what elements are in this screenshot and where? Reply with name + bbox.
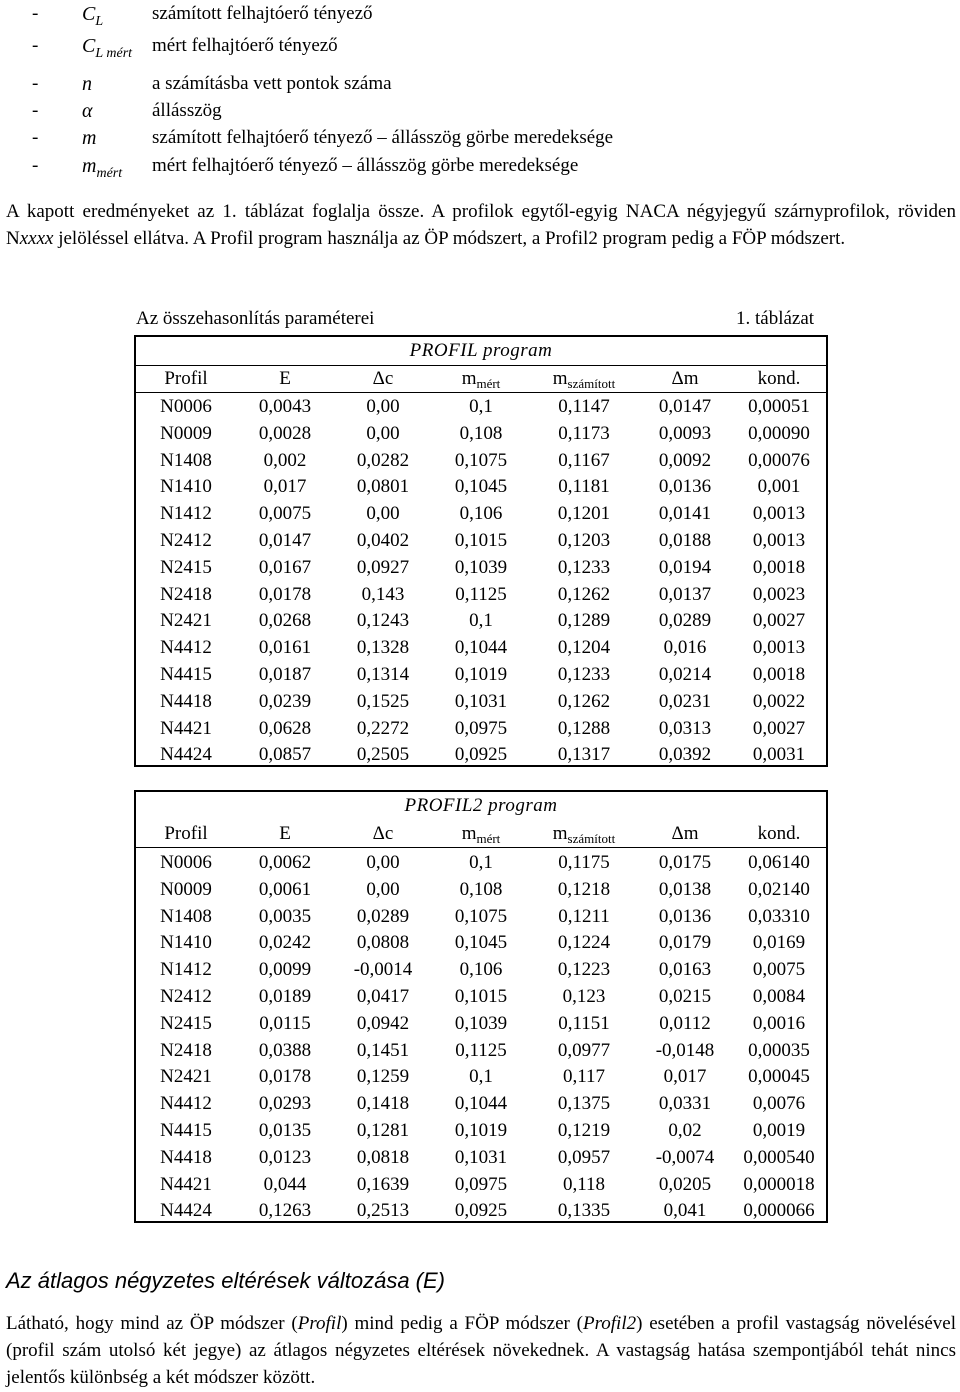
- cell-m-mert: 0,0975: [454, 1173, 508, 1195]
- cell-dm: 0,0137: [658, 583, 712, 605]
- table-caption: Az összehasonlítás paraméterei: [136, 308, 375, 329]
- cell-profil: N2421: [160, 610, 212, 632]
- cell-m-szamitott: 0,1262: [557, 690, 611, 712]
- header-e: E: [279, 823, 291, 844]
- table-row: [136, 1090, 826, 1117]
- table-row: [136, 1171, 826, 1198]
- cell-m-mert: 0,1019: [454, 1120, 508, 1141]
- definition-dash: -: [32, 155, 39, 176]
- cell-kond: 0,0031: [752, 744, 806, 766]
- cell-kond: 0,0084: [752, 986, 806, 1007]
- cell-m-szamitott: 0,1317: [557, 744, 611, 766]
- header-dm: Δm: [671, 823, 699, 844]
- cell-dm: 0,0205: [658, 1173, 712, 1195]
- cell-dm: 0,016: [663, 637, 707, 659]
- cell-dm: 0,0175: [658, 852, 712, 873]
- cell-dc: 0,1259: [356, 1066, 410, 1088]
- definition-dash: -: [32, 73, 39, 94]
- cell-dc: 0,0402: [356, 530, 410, 551]
- definition-text: számított felhajtóerő tényező: [152, 3, 373, 24]
- cell-m-mert: 0,108: [459, 422, 503, 444]
- cell-m-szamitott: 0,1224: [557, 932, 611, 954]
- cell-dm: 0,0163: [658, 959, 712, 981]
- cell-dm: 0,0231: [658, 690, 712, 712]
- cell-m-szamitott: 0,1203: [557, 530, 611, 551]
- cell-m-szamitott: 0,1218: [557, 878, 611, 900]
- cell-m-szamitott: 0,1204: [557, 637, 611, 659]
- cell-m-szamitott: 0,1335: [557, 1200, 611, 1222]
- cell-dm: -0,0148: [655, 1039, 715, 1061]
- cell-e: 0,0242: [258, 932, 312, 954]
- cell-m-szamitott: 0,1288: [557, 717, 611, 739]
- cell-profil: N4418: [160, 1146, 212, 1168]
- cell-e: 0,0115: [259, 1012, 311, 1034]
- cell-profil: N2418: [160, 583, 212, 605]
- cell-kond: 0,0019: [752, 1120, 806, 1141]
- cell-m-mert: 0,0925: [454, 1200, 508, 1222]
- cell-dc: 0,1328: [356, 637, 410, 659]
- table-row: [136, 661, 826, 688]
- cell-kond: 0,0013: [752, 503, 806, 525]
- cell-profil: N4415: [160, 664, 212, 685]
- cell-kond: 0,0018: [752, 664, 806, 685]
- cell-profil: N1410: [160, 476, 212, 498]
- cell-kond: 0,00051: [748, 396, 810, 417]
- cell-e: 0,0239: [258, 690, 312, 712]
- cell-dc: 0,00: [366, 852, 400, 873]
- cell-e: 0,0187: [258, 664, 312, 685]
- cell-dm: 0,0215: [658, 986, 712, 1007]
- definition-symbol: m: [82, 127, 97, 149]
- cell-dc: 0,0282: [356, 449, 410, 471]
- header-kond: kond.: [757, 368, 801, 389]
- cell-e: 0,1263: [258, 1200, 312, 1222]
- cell-e: 0,0178: [258, 1066, 312, 1088]
- cell-m-mert: 0,1: [469, 610, 493, 632]
- cell-kond: 0,0169: [752, 932, 806, 954]
- cell-profil: N0009: [160, 878, 212, 900]
- cell-kond: 0,0076: [752, 1093, 806, 1115]
- table-header-row: [136, 820, 826, 847]
- cell-dm: 0,0141: [658, 503, 712, 525]
- cell-e: 0,0123: [258, 1146, 312, 1168]
- table-row: [136, 1037, 826, 1064]
- cell-e: 0,0099: [258, 959, 312, 981]
- cell-m-szamitott: 0,1201: [557, 503, 611, 525]
- header-profil: Profil: [164, 823, 208, 844]
- cell-kond: 0,000066: [743, 1200, 815, 1222]
- cell-dc: 0,143: [361, 583, 405, 605]
- table-row: [136, 1063, 826, 1090]
- definition-dash: -: [32, 127, 39, 148]
- table-header-row: [136, 365, 826, 392]
- header-m-szamitott: $m_{számított}$: [552, 823, 616, 846]
- cell-kond: 0,0018: [752, 556, 806, 578]
- cell-profil: N0009: [160, 422, 212, 444]
- cell-dc: 0,2505: [356, 744, 410, 766]
- header-dc: Δc: [372, 823, 394, 844]
- cell-dc: 0,1418: [356, 1093, 410, 1115]
- cell-e: 0,0035: [258, 905, 312, 927]
- cell-kond: 0,0022: [752, 690, 806, 712]
- cell-e: 0,0075: [258, 503, 312, 525]
- cell-m-szamitott: 0,1219: [557, 1120, 611, 1141]
- cell-kond: 0,00090: [748, 422, 810, 444]
- cell-m-szamitott: 0,1167: [558, 449, 610, 471]
- cell-kond: 0,001: [757, 476, 801, 498]
- definition-item: [0, 124, 960, 152]
- table-row: [136, 983, 826, 1010]
- cell-e: 0,0161: [258, 637, 312, 659]
- cell-m-szamitott: 0,0957: [557, 1146, 611, 1168]
- cell-profil: N1412: [160, 959, 212, 981]
- cell-profil: N2415: [160, 556, 212, 578]
- table-row: [136, 903, 826, 930]
- table-row: [136, 1197, 826, 1224]
- cell-m-mert: 0,106: [459, 959, 503, 981]
- cell-dc: 0,0818: [356, 1146, 410, 1168]
- cell-profil: N4421: [160, 717, 212, 739]
- cell-dc: 0,2272: [356, 717, 410, 739]
- cell-m-szamitott: 0,117: [562, 1066, 606, 1088]
- cell-m-szamitott: 0,1147: [558, 396, 610, 417]
- cell-profil: N0006: [160, 396, 212, 417]
- definition-item: [0, 152, 960, 180]
- cell-m-mert: 0,106: [459, 503, 503, 525]
- cell-m-mert: 0,108: [459, 878, 503, 900]
- cell-e: 0,0043: [258, 396, 312, 417]
- header-m-mert: $m_{mért}$: [461, 368, 501, 391]
- cell-m-mert: 0,1: [469, 852, 493, 873]
- definition-item: [0, 0, 960, 28]
- table-row: [136, 554, 826, 581]
- definition-text: számított felhajtóerő tényező – állásszög görbe meredeksége: [152, 127, 614, 148]
- cell-dm: 0,0331: [658, 1093, 712, 1115]
- table-row: [136, 715, 826, 742]
- profil2-results-table: [134, 790, 828, 1223]
- table-row: [136, 688, 826, 715]
- table-row: [136, 849, 826, 876]
- cell-m-mert: 0,0925: [454, 744, 508, 766]
- table-row: [136, 1117, 826, 1144]
- cell-m-mert: 0,1: [469, 396, 493, 417]
- table-row: [136, 447, 826, 474]
- cell-kond: 0,00035: [748, 1039, 810, 1061]
- cell-dc: 0,0417: [356, 986, 410, 1007]
- cell-profil: N1408: [160, 905, 212, 927]
- cell-profil: N4415: [160, 1120, 212, 1141]
- table-row: [136, 876, 826, 903]
- cell-dm: 0,0147: [658, 396, 712, 417]
- cell-dc: 0,1639: [356, 1173, 410, 1195]
- cell-dm: -0,0074: [655, 1146, 715, 1168]
- header-divider: [136, 847, 826, 848]
- cell-dc: 0,1314: [356, 664, 410, 685]
- cell-dc: 0,0808: [356, 932, 410, 954]
- header-dc: Δc: [372, 368, 394, 389]
- table-row: [136, 929, 826, 956]
- cell-m-mert: 0,1045: [454, 476, 508, 498]
- definition-symbol: $m_{mért}$: [82, 155, 123, 181]
- cell-m-mert: 0,1125: [455, 1039, 507, 1061]
- table-row: [136, 607, 826, 634]
- definition-dash: -: [32, 3, 39, 24]
- definition-text: mért felhajtóerő tényező: [152, 35, 338, 56]
- cell-e: 0,0135: [258, 1120, 312, 1141]
- cell-kond: 0,0023: [752, 583, 806, 605]
- profil-results-table: [134, 335, 828, 767]
- cell-m-mert: 0,1015: [454, 986, 508, 1007]
- cell-e: 0,0178: [258, 583, 312, 605]
- table-row: [136, 393, 826, 420]
- cell-m-szamitott: 0,0977: [557, 1039, 611, 1061]
- table-row: [136, 527, 826, 554]
- cell-dm: 0,0136: [658, 905, 712, 927]
- definition-item: [0, 97, 960, 125]
- cell-dc: 0,0289: [356, 905, 410, 927]
- definition-item: [0, 32, 960, 60]
- section-title: Az átlagos négyzetes eltérések változása (E): [6, 1268, 446, 1293]
- cell-m-szamitott: 0,118: [562, 1173, 606, 1195]
- cell-kond: 0,02140: [748, 878, 810, 900]
- cell-m-szamitott: 0,1173: [558, 422, 610, 444]
- table-row: [136, 473, 826, 500]
- cell-e: 0,0628: [258, 717, 312, 739]
- cell-dm: 0,0214: [658, 664, 712, 685]
- cell-profil: N1412: [160, 503, 212, 525]
- table-row: [136, 634, 826, 661]
- header-m-szamitott: $m_{számított}$: [552, 368, 616, 391]
- cell-dm: 0,0112: [659, 1012, 711, 1034]
- cell-m-mert: 0,1031: [454, 690, 508, 712]
- definition-text: mért felhajtóerő tényező – állásszög görbe meredeksége: [152, 155, 579, 176]
- cell-m-szamitott: 0,1375: [557, 1093, 611, 1115]
- cell-dc: 0,0927: [356, 556, 410, 578]
- definition-item: [0, 70, 960, 98]
- cell-dc: 0,00: [366, 422, 400, 444]
- cell-m-szamitott: 0,1211: [558, 905, 610, 927]
- cell-e: 0,0268: [258, 610, 312, 632]
- cell-kond: 0,03310: [748, 905, 810, 927]
- cell-e: 0,0293: [258, 1093, 312, 1115]
- cell-m-mert: 0,1125: [455, 583, 507, 605]
- definition-symbol: $C_L$: [82, 3, 104, 29]
- cell-e: 0,0147: [258, 530, 312, 551]
- header-e: E: [279, 368, 291, 389]
- definition-dash: -: [32, 35, 39, 56]
- cell-e: 0,0167: [258, 556, 312, 578]
- conclusion-paragraph: Látható, hogy mind az ÖP módszer (Profil) mind pedig a FÖP módszer (Profil2) esetében a profil vastagság növelésével (profil szám utolsó két jegye) az átlagos négyzetes eltérések növekednek. A vastagság hatása szempontjából tehát nincs jelentős különbség a két módszer között.: [6, 1313, 957, 1388]
- cell-m-mert: 0,1039: [454, 556, 508, 578]
- table-row: [136, 1144, 826, 1171]
- definition-text: állásszög: [152, 100, 222, 121]
- cell-e: 0,0388: [258, 1039, 312, 1061]
- cell-profil: N4421: [160, 1173, 212, 1195]
- cell-m-szamitott: 0,1233: [557, 664, 611, 685]
- cell-kond: 0,0013: [752, 637, 806, 659]
- cell-kond: 0,0027: [752, 717, 806, 739]
- cell-m-mert: 0,1039: [454, 1012, 508, 1034]
- cell-m-szamitott: 0,1223: [557, 959, 611, 981]
- cell-kond: 0,000540: [743, 1146, 815, 1168]
- cell-dc: -0,0014: [353, 959, 413, 981]
- definition-symbol: $C_{L mért}$: [82, 35, 133, 61]
- cell-e: 0,0062: [258, 852, 312, 873]
- cell-e: 0,0189: [258, 986, 312, 1007]
- cell-m-szamitott: 0,1289: [557, 610, 611, 632]
- cell-dm: 0,0188: [658, 530, 712, 551]
- cell-kond: 0,00045: [748, 1066, 810, 1088]
- cell-dc: 0,1525: [356, 690, 410, 712]
- table-row: [136, 420, 826, 447]
- cell-dm: 0,0136: [658, 476, 712, 498]
- cell-kond: 0,00076: [748, 449, 810, 471]
- table-number: 1. táblázat: [736, 308, 815, 329]
- cell-dm: 0,02: [668, 1120, 702, 1141]
- cell-kond: 0,0075: [752, 959, 806, 981]
- cell-profil: N2412: [160, 986, 212, 1007]
- table-row: [136, 581, 826, 608]
- cell-m-szamitott: 0,1175: [558, 852, 610, 873]
- cell-kond: 0,000018: [743, 1173, 815, 1195]
- cell-e: 0,0028: [258, 422, 312, 444]
- header-dm: Δm: [671, 368, 699, 389]
- cell-dc: 0,00: [366, 503, 400, 525]
- header-kond: kond.: [757, 823, 801, 844]
- cell-profil: N1410: [160, 932, 212, 954]
- cell-dc: 0,0801: [356, 476, 410, 498]
- table-row: [136, 500, 826, 527]
- cell-dm: 0,041: [663, 1200, 707, 1222]
- cell-dm: 0,0392: [658, 744, 712, 766]
- cell-dm: 0,0313: [658, 717, 712, 739]
- cell-m-szamitott: 0,123: [562, 986, 606, 1007]
- cell-dc: 0,2513: [356, 1200, 410, 1222]
- cell-dc: 0,0942: [356, 1012, 410, 1034]
- cell-m-mert: 0,1045: [454, 932, 508, 954]
- cell-profil: N1408: [160, 449, 212, 471]
- cell-m-szamitott: 0,1262: [557, 583, 611, 605]
- definition-symbol: α: [82, 100, 93, 122]
- cell-kond: 0,0013: [752, 530, 806, 551]
- cell-dm: 0,0092: [658, 449, 712, 471]
- cell-dm: 0,0093: [658, 422, 712, 444]
- cell-m-mert: 0,1044: [454, 637, 508, 659]
- cell-dc: 0,1281: [356, 1120, 410, 1141]
- cell-m-szamitott: 0,1151: [558, 1012, 610, 1034]
- intro-paragraph: A kapott eredményeket az 1. táblázat foglalja össze. A profilok egytől-egyig NACA négyjegyű szárnyprofilok, röviden Nxxxx jelöléssel ellátva. A Profil program használja az ÖP módszert, a Profil2 program pedig a FÖP módszert.: [6, 201, 956, 249]
- definition-dash: -: [32, 100, 39, 121]
- header-m-mert: $m_{mért}$: [461, 823, 501, 846]
- definition-text: a számításba vett pontok száma: [152, 73, 392, 94]
- cell-m-mert: 0,1031: [454, 1146, 508, 1168]
- cell-e: 0,002: [263, 449, 307, 471]
- cell-profil: N2415: [160, 1012, 212, 1034]
- cell-dc: 0,1243: [356, 610, 410, 632]
- cell-m-mert: 0,1075: [454, 905, 508, 927]
- cell-dm: 0,0194: [658, 556, 712, 578]
- cell-profil: N2418: [160, 1039, 212, 1061]
- table-title: PROFIL2 program: [404, 795, 558, 816]
- cell-dm: 0,0138: [658, 878, 712, 900]
- cell-dm: 0,017: [663, 1066, 707, 1088]
- cell-profil: N4424: [160, 1200, 212, 1222]
- cell-e: 0,0061: [258, 878, 312, 900]
- cell-m-szamitott: 0,1233: [557, 556, 611, 578]
- cell-profil: N2412: [160, 530, 212, 551]
- table-row: [136, 741, 826, 768]
- cell-profil: N4412: [160, 637, 212, 659]
- cell-kond: 0,06140: [748, 852, 810, 873]
- cell-kond: 0,0027: [752, 610, 806, 632]
- cell-m-mert: 0,1044: [454, 1093, 508, 1115]
- table-row: [136, 956, 826, 983]
- cell-profil: N4424: [160, 744, 212, 766]
- cell-profil: N4412: [160, 1093, 212, 1115]
- cell-m-mert: 0,1019: [454, 664, 508, 685]
- cell-profil: N4418: [160, 690, 212, 712]
- table-title: PROFIL program: [409, 340, 553, 361]
- cell-dm: 0,0289: [658, 610, 712, 632]
- cell-dc: 0,1451: [356, 1039, 410, 1061]
- cell-dm: 0,0179: [658, 932, 712, 954]
- cell-dc: 0,00: [366, 396, 400, 417]
- cell-m-mert: 0,1015: [454, 530, 508, 551]
- cell-e: 0,0857: [258, 744, 312, 766]
- cell-profil: N0006: [160, 852, 212, 873]
- cell-e: 0,017: [263, 476, 307, 498]
- cell-m-mert: 0,1: [469, 1066, 493, 1088]
- cell-kond: 0,0016: [752, 1012, 806, 1034]
- cell-e: 0,044: [263, 1173, 307, 1195]
- cell-profil: N2421: [160, 1066, 212, 1088]
- cell-m-mert: 0,1075: [454, 449, 508, 471]
- definition-symbol: n: [82, 73, 92, 95]
- cell-dc: 0,00: [366, 878, 400, 900]
- cell-m-mert: 0,0975: [454, 717, 508, 739]
- table-row: [136, 1010, 826, 1037]
- cell-m-szamitott: 0,1181: [558, 476, 610, 498]
- header-profil: Profil: [164, 368, 208, 389]
